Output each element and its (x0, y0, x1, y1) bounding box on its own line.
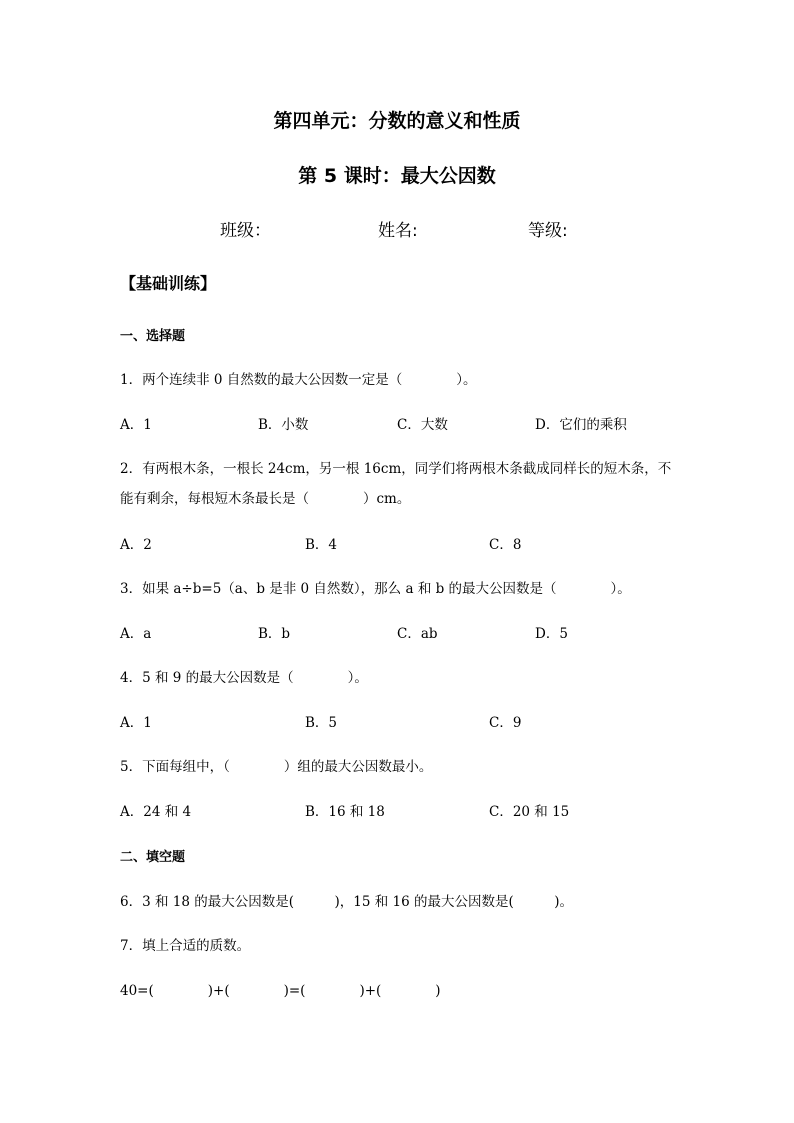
q3-option-c: C．ab (397, 626, 438, 642)
question-2-line-1: 2．有两根木条，一根长 24cm，另一根 16cm，同学们将两根木条截成同样长的短木条，不 (120, 461, 672, 477)
q4-option-a: A．1 (120, 715, 152, 731)
q3-option-d: D．5 (535, 626, 568, 642)
question-1: 1．两个连续非 0 自然数的最大公因数一定是（ ）。 (120, 372, 477, 388)
q2-option-c: C．8 (489, 537, 522, 553)
question-5: 5．下面每组中，（ ）组的最大公因数最小。 (120, 759, 433, 775)
section-choice-heading: 一、选择题 (120, 329, 186, 344)
section-basic-training: 【基础训练】 (120, 274, 217, 293)
question-2-line-2: 能有剩余，每根短木条最长是（ ）cm。 (120, 491, 411, 507)
class-label: 班级： (220, 221, 271, 241)
q5-option-c: C．20 和 15 (489, 804, 570, 820)
q3-option-b: B．b (258, 626, 291, 642)
question-7-equation: 40=( )+( )=( )+( ) (120, 983, 441, 999)
unit-title: 第四单元：分数的意义和性质 (273, 110, 521, 132)
section-fill-heading: 二、填空题 (120, 850, 186, 865)
q5-option-b: B．16 和 18 (305, 804, 385, 820)
q1-option-b: B．小数 (258, 417, 309, 433)
grade-label: 等级: (528, 221, 568, 241)
question-3: 3．如果 a÷b=5（a、b 是非 0 自然数），那么 a 和 b 的最大公因数是（ ）。 (120, 581, 631, 597)
name-label: 姓名: (378, 221, 418, 241)
q1-option-a: A．1 (120, 417, 152, 433)
lesson-title: 第 5 课时：最大公因数 (298, 165, 496, 187)
q4-option-c: C．9 (489, 715, 522, 731)
q2-option-b: B．4 (305, 537, 338, 553)
question-7: 7．填上合适的质数。 (120, 938, 251, 954)
question-6: 6．3 和 18 的最大公因数是( )，15 和 16 的最大公因数是( )。 (120, 894, 574, 910)
q4-option-b: B．5 (305, 715, 338, 731)
q1-option-c: C．大数 (397, 417, 448, 433)
q3-option-a: A．a (120, 626, 152, 642)
q1-option-d: D．它们的乘积 (535, 417, 627, 433)
q5-option-a: A．24 和 4 (120, 804, 192, 820)
question-4: 4．5 和 9 的最大公因数是（ ）。 (120, 670, 368, 686)
q2-option-a: A．2 (120, 537, 152, 553)
